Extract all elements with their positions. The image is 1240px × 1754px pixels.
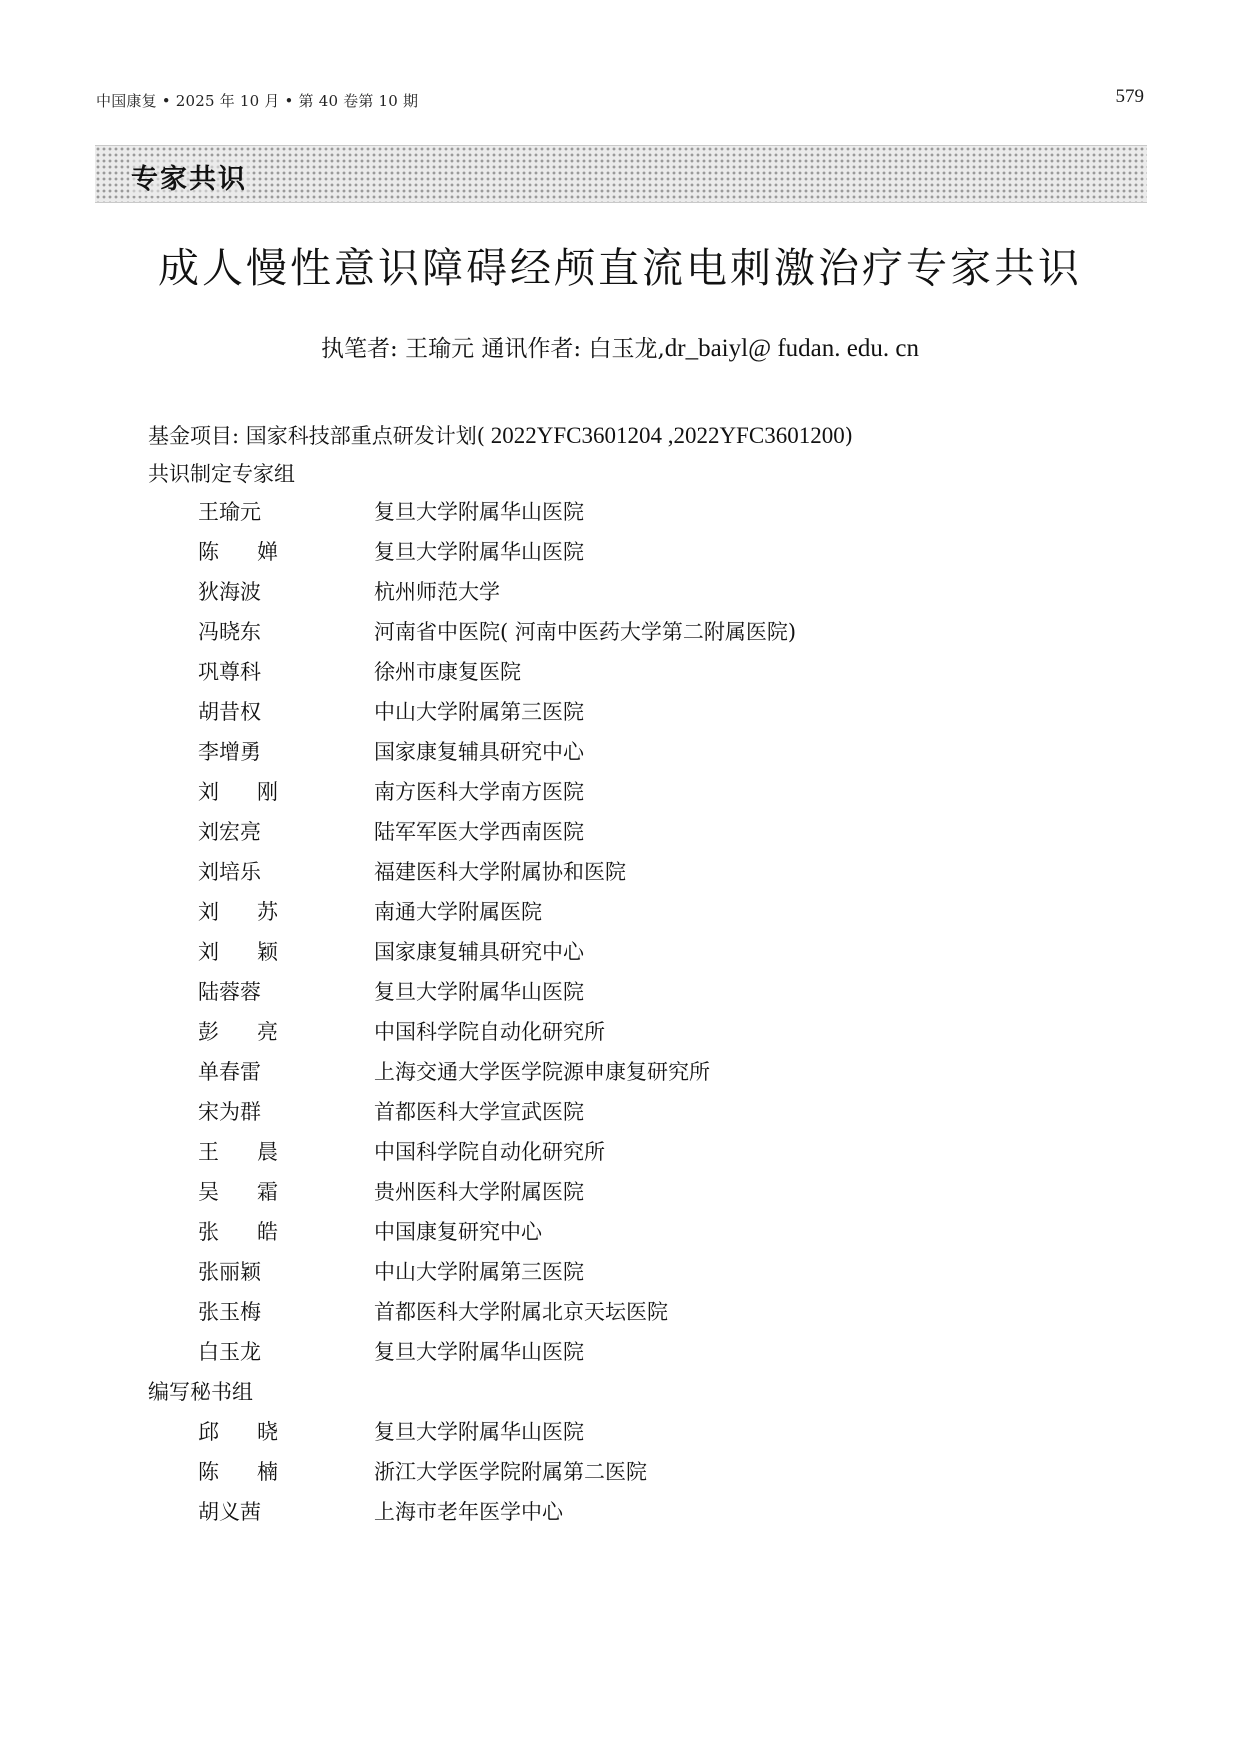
funding-close: ) [844,424,853,448]
member-affiliation: 河南省中医院( 河南中医药大学第二附属医院) [374,620,797,644]
member-row [198,1336,1098,1376]
member-name: 白玉龙 [198,1340,261,1364]
member-affiliation: 复旦大学附属华山医院 [374,540,584,564]
grant-numbers: 2022YFC3601204 ,2022YFC3601200 [484,423,845,448]
member-name: 陈楠 [198,1460,278,1484]
expert-group-heading: 共识制定专家组 [148,462,295,486]
member-affiliation: 首都医科大学附属北京天坛医院 [374,1300,668,1324]
member-name: 张丽颖 [198,1260,261,1284]
member-name: 彭亮 [198,1020,278,1044]
section-banner [95,145,1147,203]
member-row [198,1216,1098,1256]
member-affiliation: 陆军军医大学西南医院 [374,820,584,844]
member-name: 刘培乐 [198,860,261,884]
member-row [198,576,1098,616]
member-affiliation: 国家康复辅具研究中心 [374,940,584,964]
member-name: 邱晓 [198,1420,278,1444]
member-affiliation: 浙江大学医学院附属第二医院 [374,1460,647,1484]
member-row [198,816,1098,856]
member-name: 张玉梅 [198,1300,261,1324]
member-affiliation: 徐州市康复医院 [374,660,521,684]
member-affiliation: 贵州医科大学附属医院 [374,1180,584,1204]
member-affiliation: 复旦大学附属华山医院 [374,1420,584,1444]
member-name: 胡义茜 [198,1500,261,1524]
member-name: 李增勇 [198,740,261,764]
member-affiliation: 中山大学附属第三医院 [374,1260,584,1284]
member-row [198,496,1098,536]
member-name: 张皓 [198,1220,278,1244]
member-row [198,696,1098,736]
member-name: 胡昔权 [198,700,261,724]
member-name: 吴霜 [198,1180,278,1204]
secretariat-row [198,1496,1098,1536]
member-row [198,616,1098,656]
member-row [198,896,1098,936]
member-row [198,1016,1098,1056]
member-affiliation: 中山大学附属第三医院 [374,700,584,724]
member-affiliation: 南方医科大学南方医院 [374,780,584,804]
member-row [198,1096,1098,1136]
member-affiliation: 杭州师范大学 [374,580,500,604]
funding-label: 基金项目: 国家科技部重点研发计划( [148,424,485,448]
member-row [198,976,1098,1016]
member-row [198,1136,1098,1176]
member-name: 刘刚 [198,780,278,804]
member-row [198,1176,1098,1216]
member-row [198,536,1098,576]
member-affiliation: 中国康复研究中心 [374,1220,542,1244]
member-row [198,856,1098,896]
member-name: 单春雷 [198,1060,261,1084]
corresponding-email: dr_baiyl@ fudan. edu. cn [664,335,919,362]
member-affiliation: 上海交通大学医学院源申康复研究所 [374,1060,710,1084]
member-row [198,1296,1098,1336]
member-affiliation: 复旦大学附属华山医院 [374,1340,584,1364]
member-affiliation: 复旦大学附属华山医院 [374,980,584,1004]
member-affiliation: 复旦大学附属华山医院 [374,500,584,524]
member-name: 冯晓东 [198,620,261,644]
byline-authors: 执笔者: 王瑜元 通讯作者: 白玉龙, [321,336,665,362]
member-name: 王瑜元 [198,500,261,524]
member-row [198,1056,1098,1096]
member-name: 刘苏 [198,900,278,924]
funding-line [148,420,853,450]
member-name: 陆蓉蓉 [198,980,261,1004]
member-name: 狄海波 [198,580,261,604]
member-affiliation: 上海市老年医学中心 [374,1500,563,1524]
byline [0,330,1240,363]
member-row [198,776,1098,816]
member-affiliation: 国家康复辅具研究中心 [374,740,584,764]
member-name: 陈婵 [198,540,278,564]
secretariat-heading: 编写秘书组 [148,1380,253,1404]
member-name: 刘颖 [198,940,278,964]
member-affiliation: 中国科学院自动化研究所 [374,1140,605,1164]
secretariat-row [198,1456,1098,1496]
member-affiliation: 首都医科大学宣武医院 [374,1100,584,1124]
member-row [198,656,1098,696]
member-affiliation: 福建医科大学附属协和医院 [374,860,626,884]
member-name: 宋为群 [198,1100,261,1124]
page-number: 579 [1115,86,1144,107]
section-label: 专家共识 [129,157,249,196]
member-name: 王晨 [198,1140,278,1164]
member-name: 刘宏亮 [198,820,261,844]
member-row [198,936,1098,976]
member-row [198,1256,1098,1296]
journal-header: 中国康复 • 2025 年 10 月 • 第 40 卷第 10 期 [96,92,419,110]
secretariat-row [198,1416,1098,1456]
member-name: 巩尊科 [198,660,261,684]
document-title: 成人慢性意识障碍经颅直流电刺激治疗专家共识 [158,244,1082,292]
member-affiliation: 中国科学院自动化研究所 [374,1020,605,1044]
member-affiliation: 南通大学附属医院 [374,900,542,924]
member-row [198,736,1098,776]
